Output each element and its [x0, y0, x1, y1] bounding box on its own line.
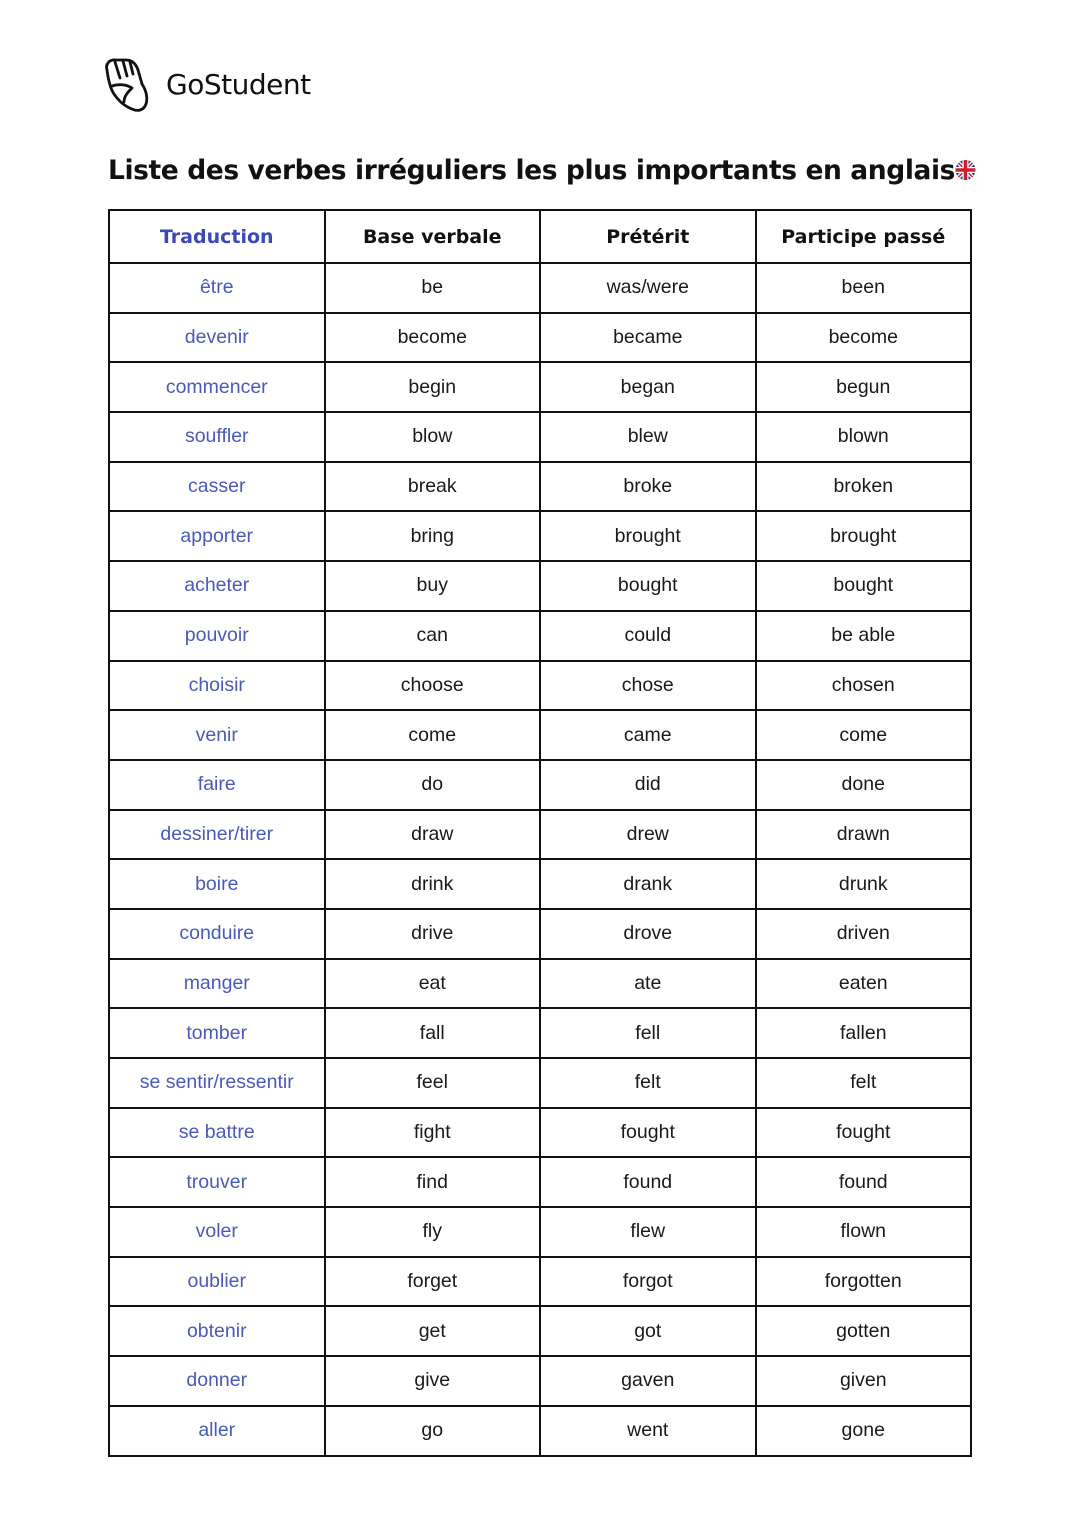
translation-cell: souffler	[109, 412, 325, 462]
table-row	[109, 710, 971, 760]
preterit-cell: began	[540, 362, 756, 412]
base-form-cell: fall	[325, 1008, 541, 1058]
past-participle-cell: forgotten	[756, 1257, 972, 1307]
gostudent-hand-icon	[102, 56, 150, 112]
translation-cell: trouver	[109, 1157, 325, 1207]
preterit-cell: forgot	[540, 1257, 756, 1307]
table-row	[109, 1008, 971, 1058]
preterit-cell: fought	[540, 1108, 756, 1158]
past-participle-cell: begun	[756, 362, 972, 412]
table-row	[109, 1306, 971, 1356]
past-participle-cell: broken	[756, 462, 972, 512]
preterit-cell: bought	[540, 561, 756, 611]
preterit-cell: went	[540, 1406, 756, 1456]
past-participle-cell: given	[756, 1356, 972, 1406]
past-participle-cell: drawn	[756, 810, 972, 860]
translation-cell: commencer	[109, 362, 325, 412]
past-participle-cell: been	[756, 263, 972, 313]
table-row	[109, 1157, 971, 1207]
preterit-cell: came	[540, 710, 756, 760]
past-participle-cell: flown	[756, 1207, 972, 1257]
table-header-row	[109, 210, 971, 263]
preterit-cell: blew	[540, 412, 756, 462]
past-participle-cell: come	[756, 710, 972, 760]
base-form-cell: blow	[325, 412, 541, 462]
preterit-cell: found	[540, 1157, 756, 1207]
base-form-cell: begin	[325, 362, 541, 412]
base-form-cell: eat	[325, 959, 541, 1009]
translation-cell: voler	[109, 1207, 325, 1257]
translation-cell: pouvoir	[109, 611, 325, 661]
past-participle-cell: gone	[756, 1406, 972, 1456]
table-row	[109, 1356, 971, 1406]
preterit-cell: drove	[540, 909, 756, 959]
table-row	[109, 760, 971, 810]
preterit-cell: brought	[540, 511, 756, 561]
preterit-cell: fell	[540, 1008, 756, 1058]
uk-flag-icon	[955, 149, 976, 191]
translation-cell: oublier	[109, 1257, 325, 1307]
preterit-cell: was/were	[540, 263, 756, 313]
preterit-cell: could	[540, 611, 756, 661]
past-participle-cell: found	[756, 1157, 972, 1207]
base-form-cell: come	[325, 710, 541, 760]
table-row	[109, 561, 971, 611]
past-participle-cell: gotten	[756, 1306, 972, 1356]
table-row	[109, 412, 971, 462]
table-row	[109, 462, 971, 512]
base-form-cell: drive	[325, 909, 541, 959]
base-form-cell: can	[325, 611, 541, 661]
preterit-cell: got	[540, 1306, 756, 1356]
table-row	[109, 611, 971, 661]
preterit-cell: became	[540, 313, 756, 363]
table-row	[109, 959, 971, 1009]
base-form-cell: break	[325, 462, 541, 512]
translation-cell: acheter	[109, 561, 325, 611]
translation-cell: donner	[109, 1356, 325, 1406]
preterit-cell: ate	[540, 959, 756, 1009]
table-row	[109, 1058, 971, 1108]
base-form-cell: become	[325, 313, 541, 363]
preterit-cell: did	[540, 760, 756, 810]
table-row	[109, 909, 971, 959]
past-participle-cell: become	[756, 313, 972, 363]
base-form-cell: be	[325, 263, 541, 313]
translation-cell: tomber	[109, 1008, 325, 1058]
table-row	[109, 1257, 971, 1307]
past-participle-cell: eaten	[756, 959, 972, 1009]
translation-cell: manger	[109, 959, 325, 1009]
translation-cell: devenir	[109, 313, 325, 363]
translation-cell: se battre	[109, 1108, 325, 1158]
translation-cell: boire	[109, 859, 325, 909]
preterit-cell: broke	[540, 462, 756, 512]
translation-cell: apporter	[109, 511, 325, 561]
table-row	[109, 1406, 971, 1456]
translation-cell: venir	[109, 710, 325, 760]
past-participle-cell: brought	[756, 511, 972, 561]
preterit-cell: gaven	[540, 1356, 756, 1406]
base-form-cell: drink	[325, 859, 541, 909]
table-row	[109, 1207, 971, 1257]
past-participle-cell: done	[756, 760, 972, 810]
preterit-cell: drank	[540, 859, 756, 909]
table-body	[109, 263, 971, 1456]
table-row	[109, 263, 971, 313]
past-participle-cell: driven	[756, 909, 972, 959]
translation-cell: dessiner/tirer	[109, 810, 325, 860]
table-row	[109, 810, 971, 860]
table-row	[109, 859, 971, 909]
past-participle-cell: be able	[756, 611, 972, 661]
past-participle-cell: fallen	[756, 1008, 972, 1058]
preterit-cell: chose	[540, 661, 756, 711]
translation-cell: faire	[109, 760, 325, 810]
base-form-cell: fly	[325, 1207, 541, 1257]
past-participle-cell: felt	[756, 1058, 972, 1108]
preterit-cell: drew	[540, 810, 756, 860]
translation-cell: choisir	[109, 661, 325, 711]
base-form-cell: fight	[325, 1108, 541, 1158]
table-row	[109, 661, 971, 711]
header-preterit: Prétérit	[540, 210, 756, 263]
base-form-cell: do	[325, 760, 541, 810]
past-participle-cell: blown	[756, 412, 972, 462]
table-row	[109, 511, 971, 561]
base-form-cell: find	[325, 1157, 541, 1207]
base-form-cell: choose	[325, 661, 541, 711]
translation-cell: aller	[109, 1406, 325, 1456]
title-row	[108, 147, 976, 193]
preterit-cell: flew	[540, 1207, 756, 1257]
past-participle-cell: drunk	[756, 859, 972, 909]
irregular-verbs-table	[108, 209, 972, 1457]
preterit-cell: felt	[540, 1058, 756, 1108]
base-form-cell: bring	[325, 511, 541, 561]
header-past-participle: Participe passé	[756, 210, 972, 263]
past-participle-cell: chosen	[756, 661, 972, 711]
header-base-form: Base verbale	[325, 210, 541, 263]
base-form-cell: feel	[325, 1058, 541, 1108]
page-title: Liste des verbes irréguliers les plus importants en anglais	[108, 154, 956, 186]
table-row	[109, 1108, 971, 1158]
brand-name: GoStudent	[166, 67, 311, 101]
translation-cell: être	[109, 263, 325, 313]
past-participle-cell: bought	[756, 561, 972, 611]
header-translation: Traduction	[109, 210, 325, 263]
gostudent-logo	[102, 55, 311, 113]
translation-cell: obtenir	[109, 1306, 325, 1356]
base-form-cell: forget	[325, 1257, 541, 1307]
past-participle-cell: fought	[756, 1108, 972, 1158]
translation-cell: conduire	[109, 909, 325, 959]
base-form-cell: draw	[325, 810, 541, 860]
table-row	[109, 362, 971, 412]
base-form-cell: give	[325, 1356, 541, 1406]
base-form-cell: buy	[325, 561, 541, 611]
base-form-cell: get	[325, 1306, 541, 1356]
base-form-cell: go	[325, 1406, 541, 1456]
translation-cell: se sentir/ressentir	[109, 1058, 325, 1108]
table-row	[109, 313, 971, 363]
translation-cell: casser	[109, 462, 325, 512]
